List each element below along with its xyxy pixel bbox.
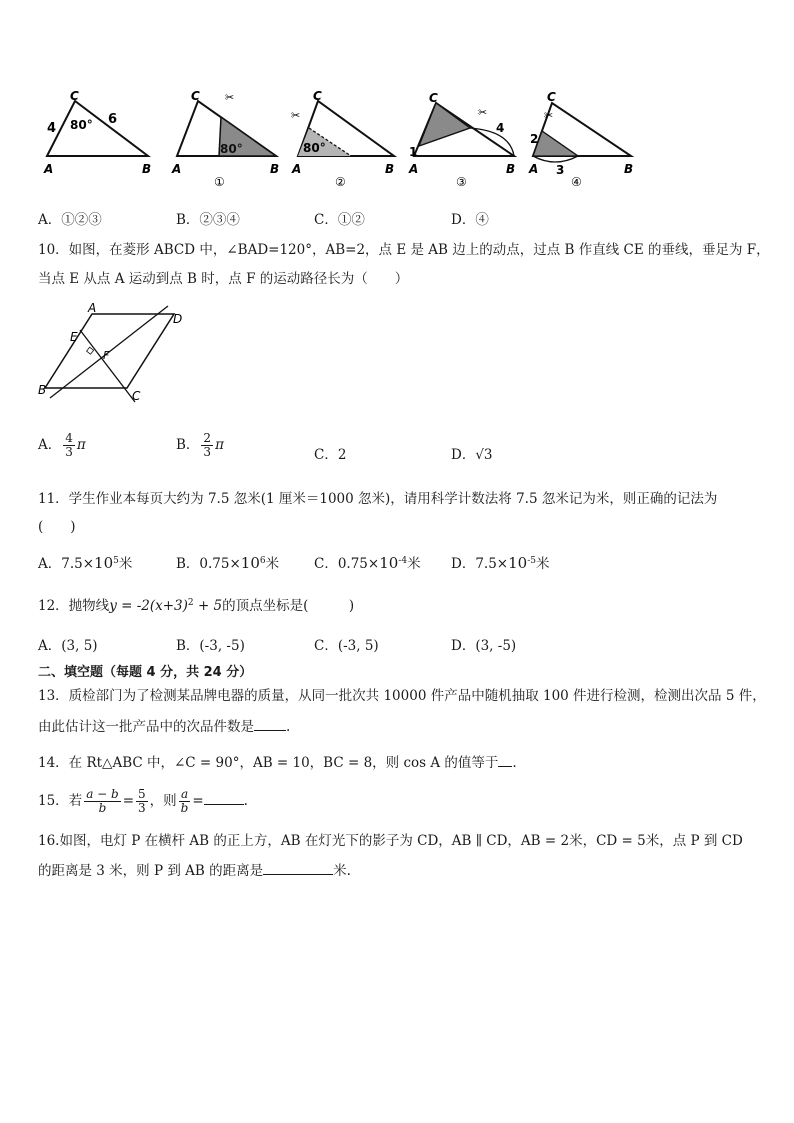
svg-text:C: C: [191, 89, 200, 103]
label-E: E: [70, 330, 78, 344]
q9-option-d: D．④: [451, 212, 489, 228]
svg-text:B: B: [270, 162, 280, 176]
q12-option-a: A．(3, 5): [38, 638, 98, 654]
q10-option-b: B． $\frac{2}{3}$ π: [176, 431, 224, 459]
svg-text:B: B: [506, 162, 516, 176]
label-B: B: [142, 162, 152, 176]
svg-text:C: C: [313, 89, 322, 103]
answer-blank: [263, 874, 333, 875]
q10-option-c: C．2: [314, 447, 347, 463]
q9-option-b: B．②③④: [176, 212, 240, 228]
svg-text:A: A: [529, 162, 539, 176]
answer-blank: [204, 804, 244, 805]
q9-option-a: A．①②③: [38, 212, 102, 228]
q11-option-c: C．$0.75\times 10^{-4}$米: [314, 554, 421, 572]
answer-blank: [254, 730, 286, 731]
q16-text-line1: 16.如图，电灯 P 在横杆 AB 的正上方，AB 在灯光下的影子为 CD，AB ∥ CD，AB = 2米，CD = 5米，点 P 到 CD: [38, 833, 743, 849]
q11-option-d: D．$7.5\times 10^{-5}$米: [451, 554, 550, 572]
svg-text:80°: 80°: [220, 142, 243, 156]
q9-figure-3: [408, 91, 515, 189]
q11-option-a: A．$7.5\times 10^5$米: [38, 554, 133, 572]
q9-figure-2: [291, 89, 394, 189]
q10-text-line1: 10．如图，在菱形 ABCD 中，∠BAD=120°，AB=2，点 E 是 AB 边上的动点，过点 B 作直线 CE 的垂线，垂足为 F，: [38, 242, 770, 258]
label-A: A: [44, 162, 54, 176]
q11-option-b: B．$0.75\times 10^6$米: [176, 554, 280, 572]
svg-text:C: C: [547, 90, 556, 104]
q12-option-d: D．(3, -5): [451, 638, 517, 654]
svg-text:80°: 80°: [303, 141, 326, 155]
q11-text-line1: 11．学生作业本每页大约为 7.5 忽米(1 厘米＝1000 忽米)，请用科学计数法将 7.5 忽米记为米，则正确的记法为: [38, 491, 718, 507]
side-length-right: 6: [108, 112, 118, 127]
svg-text:A: A: [172, 162, 182, 176]
label-C: C: [70, 89, 79, 103]
q13-text-line2: 由此估计这一批产品中的次品件数是 .: [38, 719, 291, 735]
label-D: D: [173, 312, 183, 326]
label-F: F: [103, 349, 110, 362]
q13-text-line1: 13．质检部门为了检测某品牌电器的质量，从同一批次共 10000 件产品中随机抽取 100 件进行检测，检测出次品 5 件，: [38, 688, 766, 704]
svg-text:B: B: [385, 162, 395, 176]
svg-text:③: ③: [456, 175, 467, 189]
q12-option-b: B．(-3, -5): [176, 638, 245, 654]
svg-text:④: ④: [571, 175, 582, 189]
svg-text:A: A: [409, 162, 419, 176]
q16-text-line2: 的距离是 3 米，则 P 到 AB 的距离是 米.: [38, 863, 351, 879]
scissors-icon: ✂: [544, 109, 554, 122]
label-B: B: [38, 383, 47, 397]
svg-text:②: ②: [335, 175, 346, 189]
q10-rhombus-figure: [30, 300, 200, 410]
svg-text:3: 3: [556, 163, 565, 177]
label-C: C: [132, 389, 141, 403]
q9-main-triangle: [43, 89, 151, 176]
side-length-left: 4: [47, 121, 57, 136]
svg-text:C: C: [429, 91, 438, 105]
svg-text:4: 4: [496, 121, 505, 135]
svg-text:B: B: [624, 162, 634, 176]
svg-text:A: A: [292, 162, 302, 176]
scissors-icon: ✂: [478, 106, 488, 119]
answer-blank: [498, 766, 512, 767]
q12-option-c: C．(-3, 5): [314, 638, 379, 654]
label-A: A: [88, 301, 97, 315]
q9-figure-1: [171, 89, 279, 189]
q9-option-c: C．①②: [314, 212, 365, 228]
figure-number: ①: [214, 175, 225, 189]
q9-figures: [30, 86, 650, 190]
q9-figure-4: [528, 90, 633, 189]
scissors-icon: ✂: [225, 91, 235, 104]
q12-text: 12．抛物线$y = -2(x+3)^2 + 5$的顶点坐标是( ): [38, 598, 355, 614]
q11-text-line2: ( ): [38, 519, 76, 535]
q10-option-d: D．√3: [451, 447, 493, 463]
angle-label: 80°: [70, 118, 93, 132]
q14-text: 14．在 Rt△ABC 中，∠C = 90°，AB = 10，BC = 8，则 cos A 的值等于 .: [38, 755, 517, 771]
svg-text:1: 1: [409, 145, 418, 159]
scissors-icon: ✂: [291, 109, 301, 122]
section-heading-fill-in: 二、填空题（每题 4 分，共 24 分）: [38, 665, 253, 680]
q15-text: 15．若 $\frac{a - b}{b}$ = $\frac{5}{3}$ ，则 $\frac{a}{b}$ = .: [38, 787, 248, 815]
q10-option-a: A． $\frac{4}{3}$ π: [38, 431, 86, 459]
q10-text-line2: 当点 E 从点 A 运动到点 B 时，点 F 的运动路径长为（ ）: [38, 271, 409, 287]
svg-text:2: 2: [530, 132, 539, 146]
